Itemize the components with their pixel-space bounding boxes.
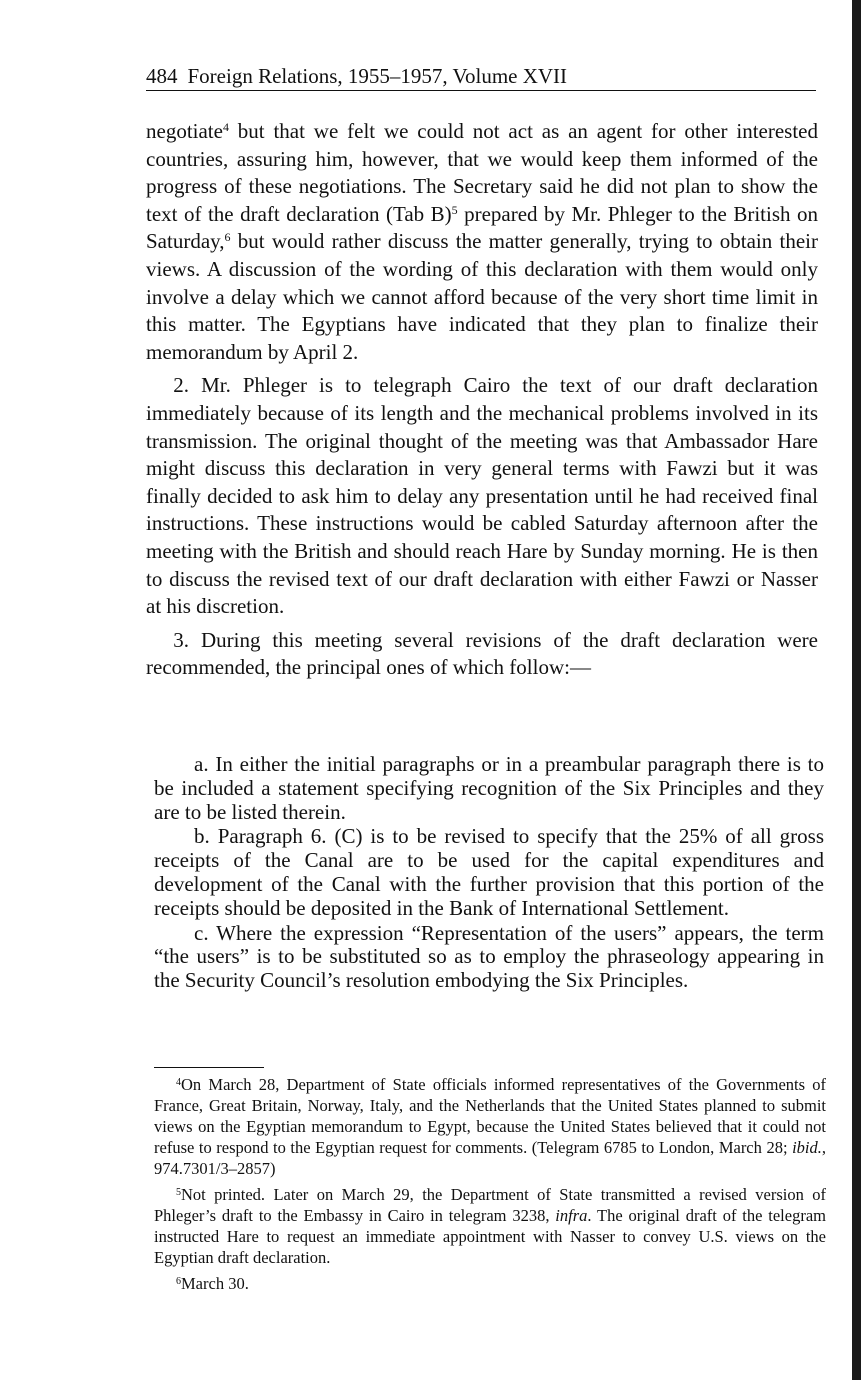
footnote-4 bbox=[154, 1074, 826, 1179]
text-run: but would rather discuss the matter generally, trying to obtain their views. A discussion of the wording of this declaration with them would only involve a delay which we cannot afford because of the very short time limit in this matter. The Egyptians have indicated that they plan to finalize their memorandum by April 2. bbox=[146, 229, 818, 364]
italic-text: ibid. bbox=[792, 1138, 822, 1157]
footnote-6 bbox=[154, 1273, 826, 1294]
text-run: . The original draft of the telegram instructed Hare to request an immediate appointment with Nasser to convey U.S. views on the Egyptian draft declaration. bbox=[154, 1206, 826, 1267]
text-run: but that we felt we could not act as an agent for other interested countries, assuring him, however, that we would keep them informed of the progress of these negotiations. The Secretary said he did not plan to show the text of the draft declaration (Tab B) bbox=[146, 119, 818, 226]
revision-item-c: c. Where the expression “Representation of the users” appears, the term “the users” is to be substituted so as to employ the phraseology appearing in the Security Council’s resolution embodying the Six Principles. bbox=[154, 920, 824, 993]
main-text bbox=[146, 118, 818, 682]
footnote-divider bbox=[154, 1067, 264, 1068]
text-run: negotiate bbox=[146, 119, 223, 143]
text-run: On March 28, Department of State officials informed representatives of the Governments of France, Great Britain, Norway, Italy, and the Netherlands that the United States planned to submit views on the Egyptian memorandum to Egypt, because the United States believed that it could not refuse to respond to the Egyptian request for comments. (Telegram 6785 to London, March 28; bbox=[154, 1075, 826, 1157]
text-run: March 30. bbox=[181, 1274, 249, 1293]
footnote-ref-4[interactable]: 4 bbox=[222, 120, 229, 134]
text-run: prepared by Mr. Phleger to the British on Saturday, bbox=[146, 201, 818, 254]
page-number: 484 bbox=[146, 64, 178, 88]
running-header bbox=[146, 62, 816, 91]
footnote-marker: 6 bbox=[176, 1276, 181, 1287]
footnote-marker: 5 bbox=[176, 1187, 181, 1198]
footnote-ref-6[interactable]: 6 bbox=[224, 230, 231, 245]
italic-text: infra bbox=[555, 1206, 588, 1225]
text-run: , 974.7301/3–2857) bbox=[154, 1138, 826, 1178]
revision-list bbox=[154, 753, 824, 993]
text-run: Not printed. Later on March 29, the Department of State transmitted a revised version of Phleger’s draft to the Embassy in Cairo in telegram 3238, bbox=[154, 1185, 826, 1225]
volume-title: Foreign Relations, 1955–1957, Volume XVII bbox=[187, 64, 568, 88]
revision-item-a: a. In either the initial paragraphs or in a preambular paragraph there is to be included a statement specifying recognition of the Six Principles and they are to be listed therein. bbox=[154, 752, 824, 824]
paragraph-1 bbox=[146, 118, 818, 366]
revision-item-b: b. Paragraph 6. (C) is to be revised to specify that the 25% of all gross receipts of the Canal are to be used for the capital expenditures and development of the Canal with the further provision that this portion of the receipts should be deposited in the Bank of International Settlement. bbox=[154, 824, 824, 920]
paragraph-3: 3. During this meeting several revisions of the draft declaration were recommended, the principal ones of which follow:— bbox=[146, 627, 818, 680]
footnotes bbox=[154, 1074, 826, 1299]
paragraph-2: 2. Mr. Phleger is to telegraph Cairo the text of our draft declaration immediately because of its length and the mechanical problems involved in its transmission. The original thought of the meeting was that Ambassador Hare might discuss this declaration in very general terms with Fawzi but it was finally decided to ask him to delay any presentation until he had received final instructions. These instructions would be cabled Saturday afternoon after the meeting with the British and should reach Hare by Sunday morning. He is then to discuss the revised text of our draft declaration with either Fawzi or Nasser at his discretion. bbox=[146, 373, 818, 619]
footnote-ref-5[interactable]: 5 bbox=[451, 202, 458, 217]
footnote-5 bbox=[154, 1184, 826, 1268]
page-edge bbox=[852, 0, 861, 1380]
footnote-marker: 4 bbox=[176, 1077, 181, 1088]
